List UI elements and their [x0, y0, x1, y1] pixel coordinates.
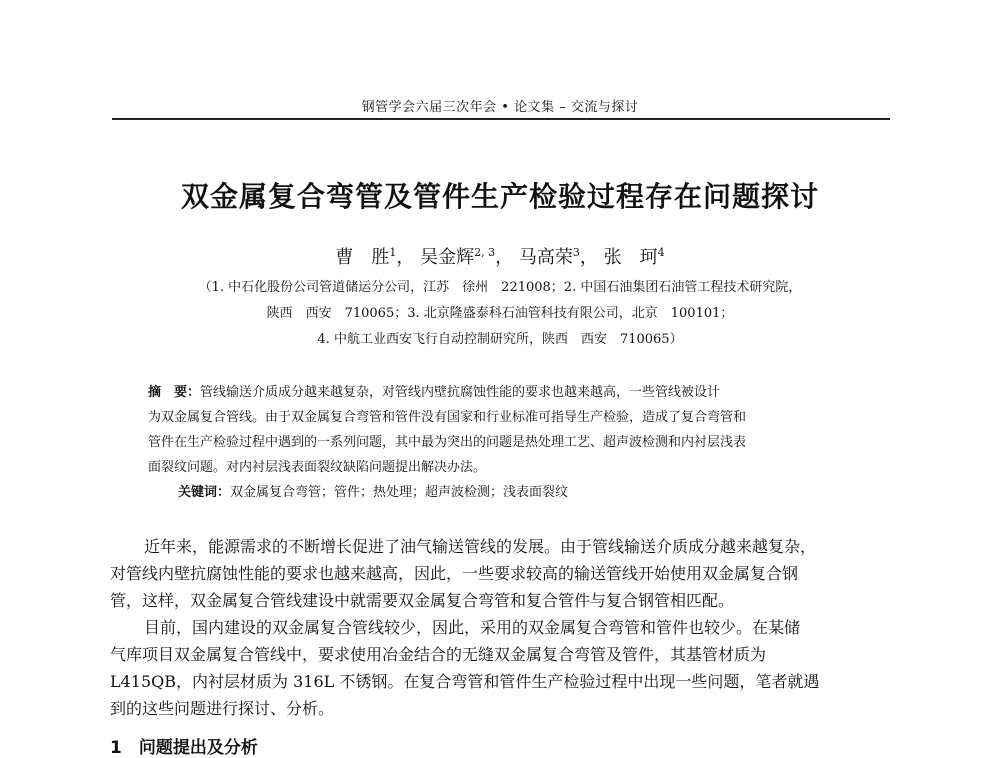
- affiliation-line: 4. 中航工业西安飞行自动控制研究所，陕西 西安 710065）: [317, 332, 683, 347]
- abstract-line: 面裂纹问题。对内衬层浅表面裂纹缺陷问题提出解决办法。: [148, 460, 487, 475]
- author-name: 吴金辉: [420, 247, 475, 268]
- body-line: 到的这些问题进行探讨、分析。: [110, 699, 335, 718]
- body-line: 对管线内壁抗腐蚀性能的要求也越来越高，因此，一些要求较高的输送管线开始使用双金属复合钢: [110, 564, 799, 583]
- body-line: 近年来，能源需求的不断增长促进了油气输送管线的发展。由于管线输送介质成分越来越复杂，: [144, 537, 817, 556]
- body-line: L415QB，内衬层材质为 316L 不锈钢。在复合弯管和管件生产检验过程中出现一些问题，笔者就遇: [110, 672, 820, 691]
- author-name: 张 珂: [603, 247, 658, 268]
- affiliation-line: 陕西 西安 710065；3. 北京隆盛泰科石油管科技有限公司，北京 100101；: [266, 306, 734, 321]
- abstract-label: 摘 要：: [148, 385, 201, 400]
- author-affil-mark: 1: [389, 246, 397, 259]
- author-name: 马高荣: [518, 247, 573, 268]
- author-list: 曹 胜$^1$， 吴金辉$^{2, 3}$， 马高荣$^3$， 张 珂$^4$: [335, 246, 665, 268]
- keywords-text: 双金属复合弯管；管件；热处理；超声波检测；浅表面裂纹: [230, 485, 569, 500]
- abstract-block: [148, 380, 854, 505]
- author-name: 曹 胜: [335, 247, 390, 268]
- author-affil-mark: 3: [572, 246, 580, 259]
- running-header: 钢管学会六届三次年会 • 论文集 – 交流与探讨: [361, 100, 639, 115]
- abstract-line: [148, 380, 854, 405]
- paper-title: 双金属复合弯管及管件生产检验过程存在问题探讨: [180, 180, 819, 213]
- abstract-text: 管线输送介质成分越来越复杂，对管线内壁抗腐蚀性能的要求也越来越高，一些管线被设计: [200, 385, 721, 400]
- keywords-label: 关键词：: [178, 485, 231, 500]
- body-line: 目前，国内建设的双金属复合管线较少，因此，采用的双金属复合弯管和管件也较少。在某储: [144, 618, 801, 637]
- keywords-line: [148, 480, 854, 505]
- abstract-line: 管件在生产检验过程中遇到的一系列问题，其中最为突出的问题是热处理工艺、超声波检测和内衬层浅表: [148, 435, 747, 450]
- author-affil-mark: 4: [657, 246, 665, 259]
- body-line: 管，这样，双金属复合管线建设中就需要双金属复合弯管和复合管件与复合钢管相匹配。: [110, 591, 735, 610]
- body-line: 气库项目双金属复合管线中，要求使用冶金结合的无缝双金属复合弯管及管件，其基管材质为: [110, 645, 767, 664]
- header-rule: [112, 118, 890, 120]
- abstract-line: 为双金属复合管线。由于双金属复合弯管和管件没有国家和行业标准可指导生产检验，造成了复合弯管和: [148, 410, 747, 425]
- author-affil-mark: 2, 3: [474, 246, 496, 259]
- section-heading: 1 问题提出及分析: [110, 738, 258, 758]
- affiliation-line: （1. 中石化股份公司管道储运分公司，江苏 徐州 221008；2. 中国石油集团石油管工程技术研究院，: [198, 280, 802, 295]
- body-text: [110, 533, 880, 722]
